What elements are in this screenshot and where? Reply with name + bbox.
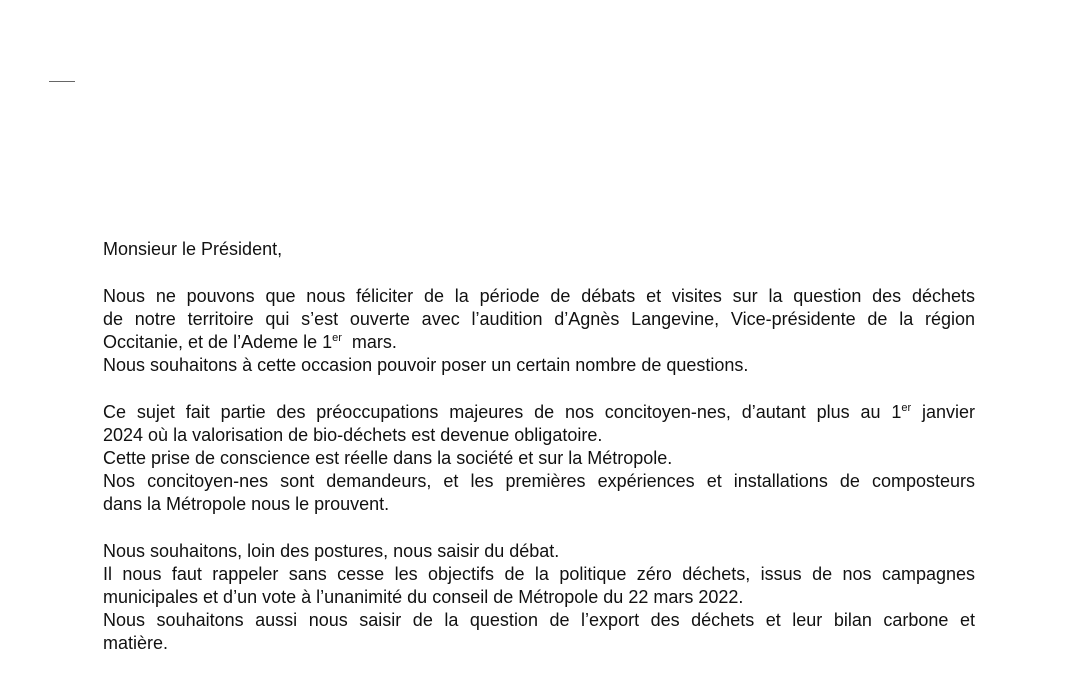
text-line: Il nous faut rappeler sans cesse les objectifs de la politique zéro déchets, issus de nos campagnes bbox=[103, 564, 975, 584]
text-span: janvier bbox=[911, 402, 976, 422]
paragraph-1 bbox=[103, 285, 975, 377]
letter-body bbox=[103, 238, 975, 655]
text-line: municipales et d’un vote à l’unanimité du conseil de Métropole du 22 mars 2022. bbox=[103, 587, 744, 607]
text-line: 2024 où la valorisation de bio-déchets est devenue obligatoire. bbox=[103, 425, 603, 445]
paragraph-3 bbox=[103, 540, 975, 655]
text-line: matière. bbox=[103, 633, 169, 653]
text-line: Nous souhaitons, loin des postures, nous saisir du débat. bbox=[103, 541, 560, 561]
superscript: er bbox=[332, 332, 342, 344]
text-line: Nos concitoyen-nes sont demandeurs, et les premières expériences et installations de composteurs bbox=[103, 471, 975, 491]
text-line: dans la Métropole nous le prouvent. bbox=[103, 494, 390, 514]
text-line: Cette prise de conscience est réelle dans la société et sur la Métropole. bbox=[103, 448, 673, 468]
text-line: Nous souhaitons aussi nous saisir de la question de l’export des déchets et leur bilan carbone et bbox=[103, 610, 975, 630]
salutation: Monsieur le Président, bbox=[103, 239, 283, 259]
text-line bbox=[103, 401, 975, 424]
text-span: mars. bbox=[341, 332, 397, 352]
text-line: Nous ne pouvons que nous féliciter de la période de débats et visites sur la question des déchets bbox=[103, 286, 975, 306]
text-line: Nous souhaitons à cette occasion pouvoir poser un certain nombre de questions. bbox=[103, 355, 749, 375]
text-line: de notre territoire qui s’est ouverte avec l’audition d’Agnès Langevine, Vice-présidente de la région bbox=[103, 309, 975, 329]
superscript: er bbox=[901, 402, 912, 414]
header-rule bbox=[49, 81, 75, 82]
paragraph-2 bbox=[103, 401, 975, 516]
text-line bbox=[103, 331, 975, 354]
text-span: Ce sujet fait partie des préoccupations majeures de nos concitoyen-nes, d’autant plus au 1 bbox=[103, 402, 902, 422]
text-span: Occitanie, et de l’Ademe le 1 bbox=[103, 332, 333, 352]
